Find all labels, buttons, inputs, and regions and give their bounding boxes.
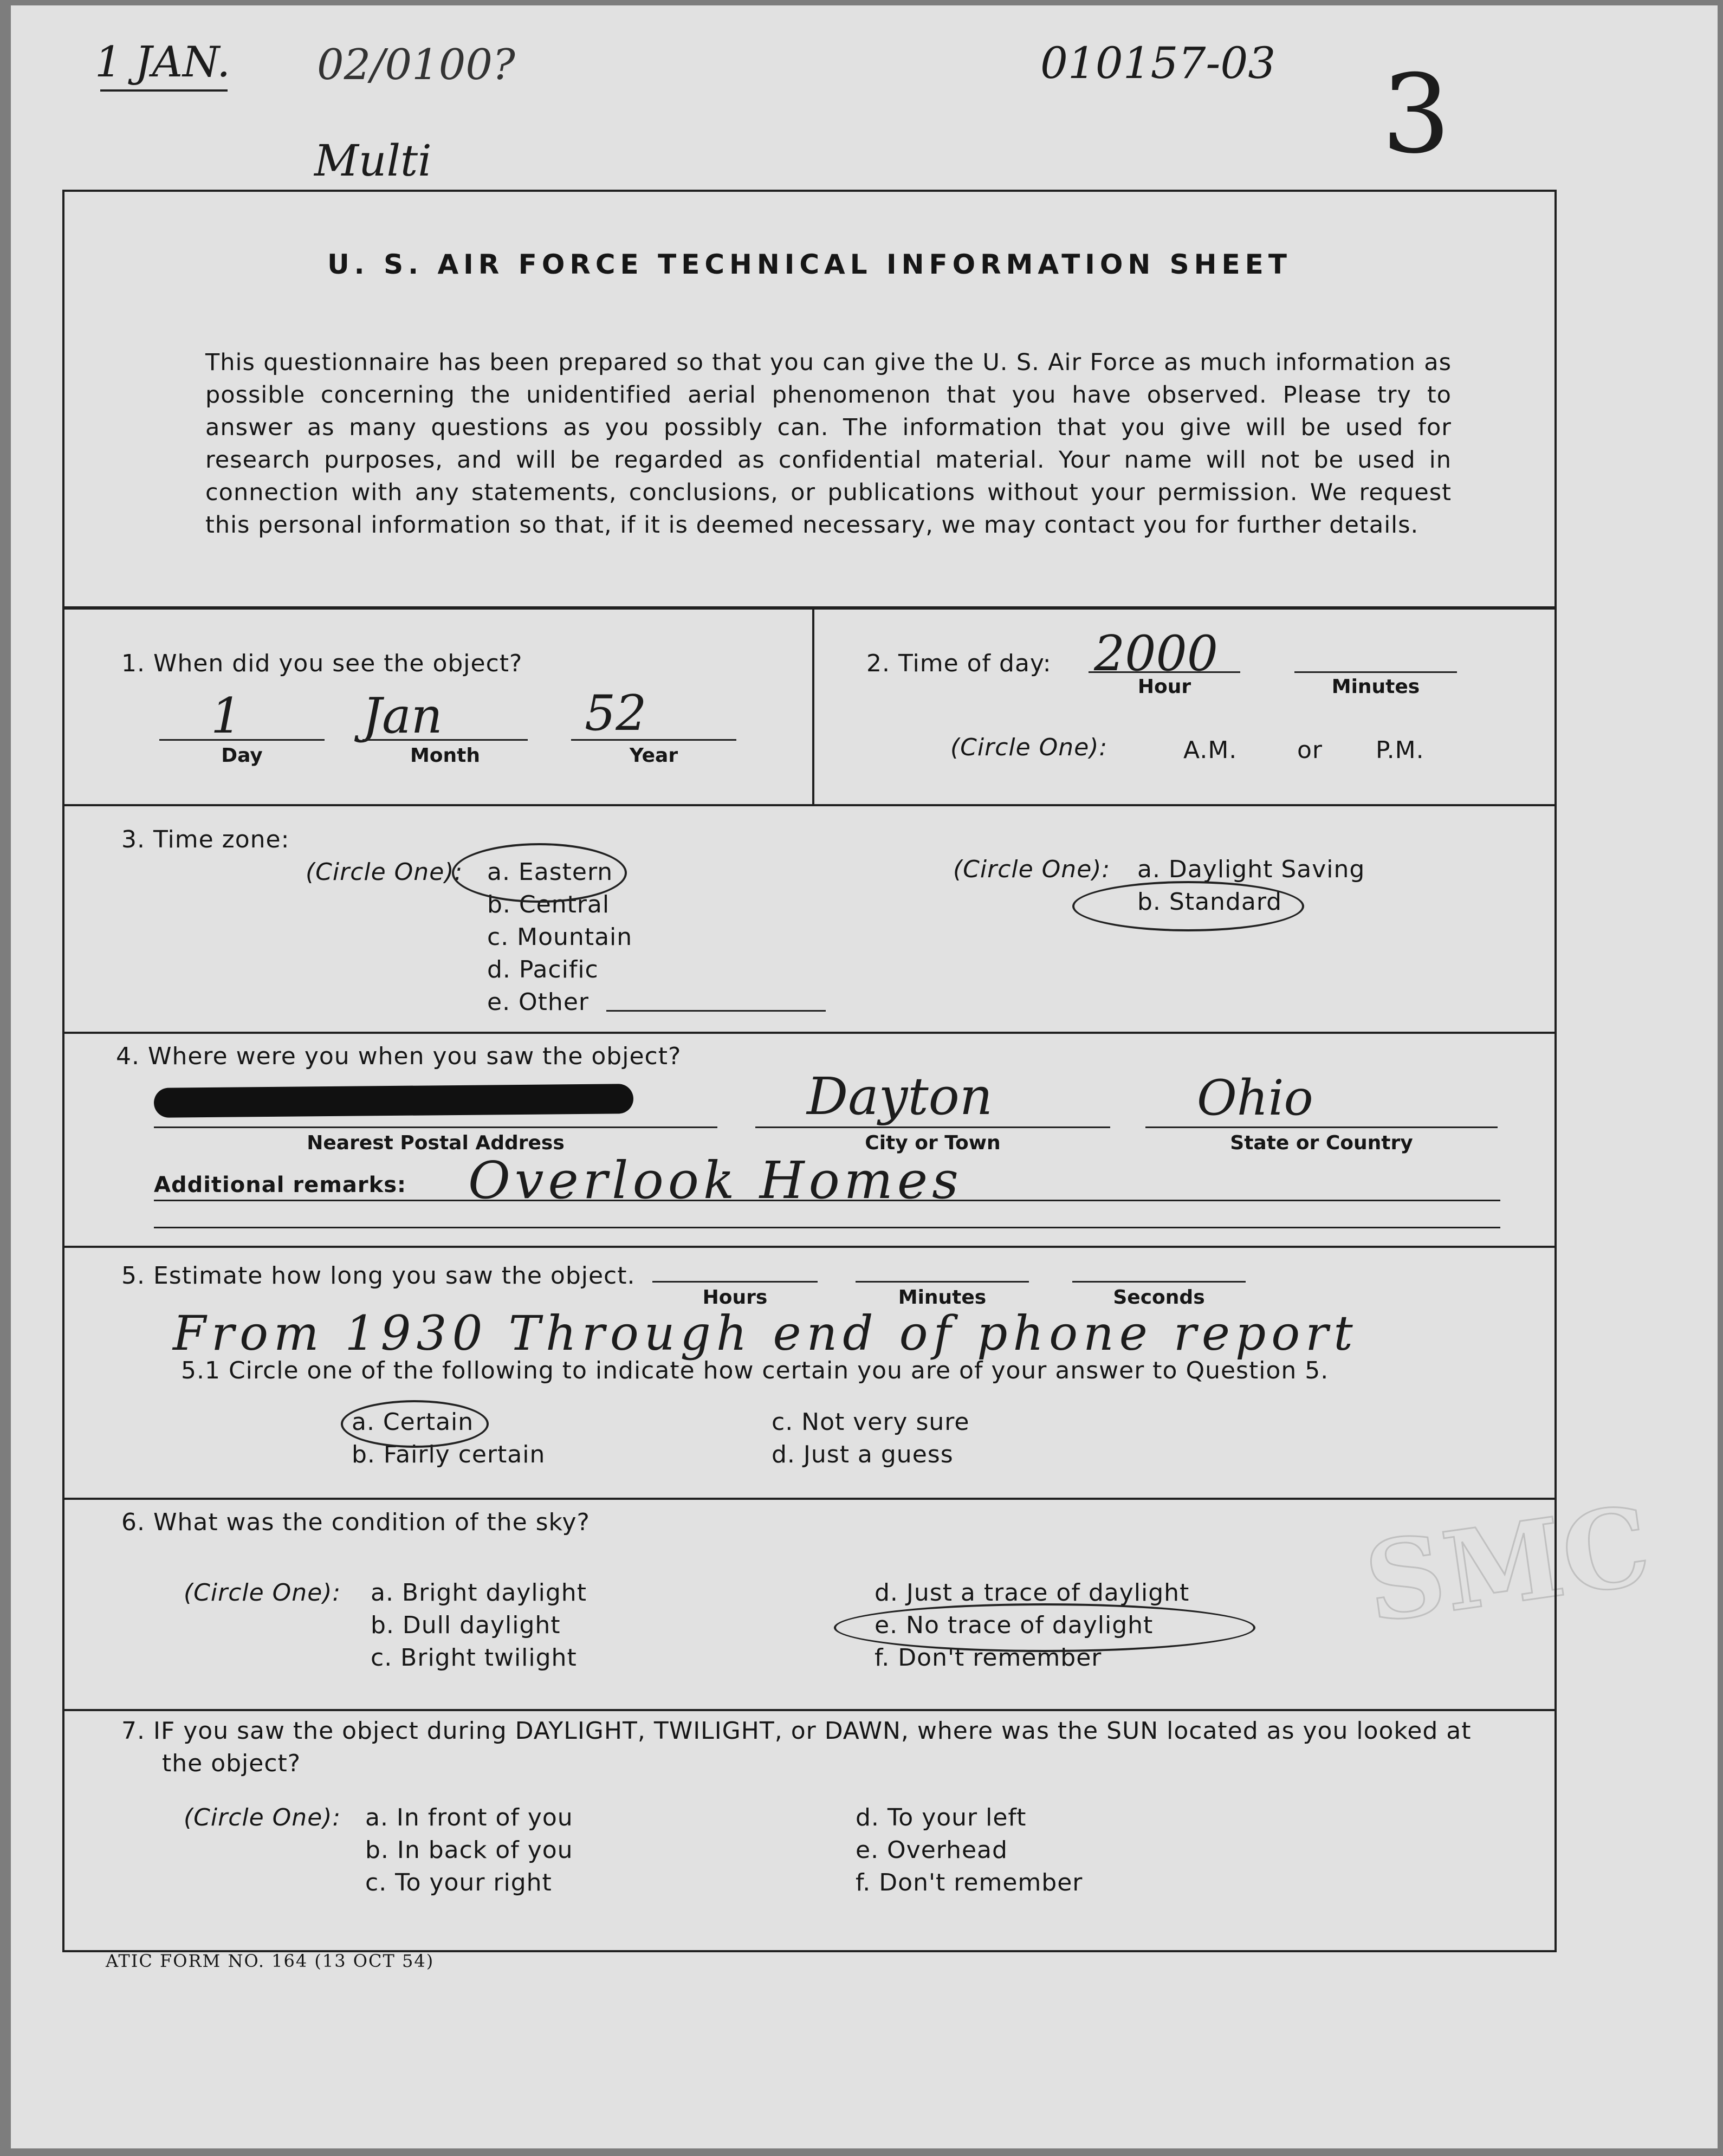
q6-option-dont-remember: f. Don't remember: [875, 1644, 1102, 1672]
q6-no-trace-circle-mark: [834, 1603, 1255, 1652]
q3-standard-circle-mark: [1072, 881, 1304, 931]
q7-option-overhead: e. Overhead: [856, 1836, 1008, 1864]
q3-option-standard: b. Standard: [1137, 888, 1282, 916]
q6-option-bright-twilight: c. Bright twilight: [371, 1644, 577, 1672]
q1-month-value: Jan: [362, 688, 443, 744]
q5-option-certain: a. Certain: [352, 1408, 474, 1436]
q4-remarks-value: Overlook Homes: [468, 1151, 963, 1210]
q7-option-in-back: b. In back of you: [365, 1836, 573, 1864]
q7-circle-one: (Circle One):: [184, 1804, 341, 1831]
faded-stamp: SMC: [1358, 1481, 1657, 1648]
q4-state-label: State or Country: [1230, 1132, 1413, 1154]
q6-option-dull-daylight: b. Dull daylight: [371, 1611, 561, 1639]
handwritten-page-number: 3: [1382, 51, 1451, 178]
handwritten-code-note: 02/0100?: [317, 41, 515, 89]
form-title: U. S. AIR FORCE TECHNICAL INFORMATION SHEET: [327, 249, 1292, 280]
q1-month-line: [362, 739, 528, 741]
q1-day-value: 1: [211, 688, 242, 744]
q2-am-option: A.M.: [1183, 736, 1238, 764]
q4-remarks-line-2: [154, 1227, 1500, 1228]
q4-city-line: [755, 1126, 1110, 1128]
q6-question: 6. What was the condition of the sky?: [121, 1508, 590, 1536]
q4-remarks-line-1: [154, 1200, 1500, 1201]
q1-year-line: [571, 739, 736, 741]
q7-option-in-front: a. In front of you: [365, 1804, 573, 1831]
q4-question: 4. Where were you when you saw the object?: [116, 1043, 682, 1070]
q2-minutes-line: [1294, 671, 1457, 673]
q6-option-trace-of-daylight: d. Just a trace of daylight: [875, 1579, 1190, 1607]
divider-q4: [64, 1246, 1554, 1248]
handwritten-multi-note: Multi: [314, 135, 432, 186]
q2-hour-value: 2000: [1094, 625, 1219, 682]
q7-option-dont-remember: f. Don't remember: [856, 1869, 1083, 1896]
q4-city-label: City or Town: [865, 1132, 1001, 1154]
q1-day-line: [159, 739, 325, 741]
q5-seconds-line: [1072, 1281, 1246, 1283]
q5-option-just-a-guess: d. Just a guess: [772, 1441, 954, 1468]
q3-option-eastern: a. Eastern: [487, 858, 613, 886]
q3-circle-one: (Circle One):: [306, 858, 463, 886]
q1-question: 1. When did you see the object?: [121, 650, 523, 677]
q3-option-pacific: d. Pacific: [487, 956, 599, 983]
q5-hours-label: Hours: [702, 1286, 768, 1309]
q2-circle-one: (Circle One):: [950, 734, 1108, 761]
q5-hours-line: [652, 1281, 818, 1283]
handwritten-reference-number: 010157-03: [1040, 38, 1276, 88]
q2-minutes-label: Minutes: [1331, 676, 1420, 698]
q6-option-no-trace-of-daylight: e. No trace of daylight: [875, 1611, 1154, 1639]
q1-month-label: Month: [410, 744, 481, 767]
q1-year-label: Year: [629, 744, 678, 767]
divider-q5: [64, 1498, 1554, 1500]
q5-handwritten-answer: From 1930 Through end of phone report: [173, 1305, 1358, 1361]
redacted-address: [154, 1084, 633, 1118]
q4-address-line: [154, 1126, 717, 1128]
q5-certain-circle-mark: [341, 1400, 489, 1448]
q3-option-central: b. Central: [487, 891, 610, 918]
q3-question: 3. Time zone:: [121, 826, 290, 853]
q7-option-right: c. To your right: [365, 1869, 552, 1896]
q1-year-value: 52: [585, 685, 647, 742]
divider-intro: [64, 606, 1554, 610]
divider-q6: [64, 1709, 1554, 1711]
q3-option-mountain: c. Mountain: [487, 923, 633, 951]
form-introduction: This questionnaire has been prepared so that you can give the U. S. Air Force as much information as possible concerning the unidentified aerial phenomenon that you have observed. Please try to answer as many questions as you possibly can. The information that you give will be used for research purposes, and will be regarded as confidential material. Your name will not be used in connection with any statements, conclusions, or publications without your permission. We request this personal information so that, if it is deemed necessary, we may contact you for further details.: [205, 349, 1452, 539]
q6-circle-one: (Circle One):: [184, 1579, 341, 1607]
q3-option-daylight-saving: a. Daylight Saving: [1137, 856, 1365, 883]
handwritten-date-note: 1 JAN.: [95, 38, 231, 87]
document-page: [11, 5, 1718, 2148]
divider-q3: [64, 1032, 1554, 1034]
q2-hour-line: [1089, 671, 1240, 673]
q7-question-line-1: 7. IF you saw the object during DAYLIGHT, TWILIGHT, or DAWN, where was the SUN located as you looked at: [121, 1717, 1472, 1745]
q2-pm-option: P.M.: [1376, 736, 1424, 764]
q7-option-left: d. To your left: [856, 1804, 1027, 1831]
q4-state-value: Ohio: [1197, 1070, 1313, 1126]
form-footer: ATIC FORM NO. 164 (13 OCT 54): [106, 1951, 435, 1971]
q7-question-line-2: the object?: [162, 1750, 301, 1777]
q5-question: 5. Estimate how long you saw the object.: [121, 1262, 636, 1290]
q2-question: 2. Time of day:: [866, 650, 1052, 677]
q2-hour-label: Hour: [1137, 676, 1191, 698]
technical-information-sheet: [62, 190, 1557, 1952]
divider-q1-q2: [812, 606, 814, 804]
q2-or: or: [1297, 736, 1323, 764]
q4-state-line: [1145, 1126, 1498, 1128]
q3-circle-one-dst: (Circle One):: [953, 856, 1111, 883]
q3-option-other: e. Other: [487, 988, 589, 1016]
q5-minutes-line: [856, 1281, 1029, 1283]
q5-option-not-very-sure: c. Not very sure: [772, 1408, 970, 1436]
q4-remarks-label: Additional remarks:: [154, 1173, 407, 1197]
q5-1-question: 5.1 Circle one of the following to indicate how certain you are of your answer to Question 5.: [181, 1357, 1329, 1384]
q4-address-label: Nearest Postal Address: [307, 1132, 565, 1154]
q3-other-line: [606, 1010, 826, 1012]
q6-option-bright-daylight: a. Bright daylight: [371, 1579, 587, 1607]
q5-minutes-label: Minutes: [898, 1286, 987, 1309]
q5-seconds-label: Seconds: [1113, 1286, 1205, 1309]
q1-day-label: Day: [221, 744, 263, 767]
q4-city-value: Dayton: [807, 1067, 993, 1126]
divider-q1: [64, 804, 1554, 806]
date-note-underline: [100, 89, 228, 92]
q5-option-fairly-certain: b. Fairly certain: [352, 1441, 546, 1468]
q3-eastern-circle-mark: [452, 843, 627, 903]
